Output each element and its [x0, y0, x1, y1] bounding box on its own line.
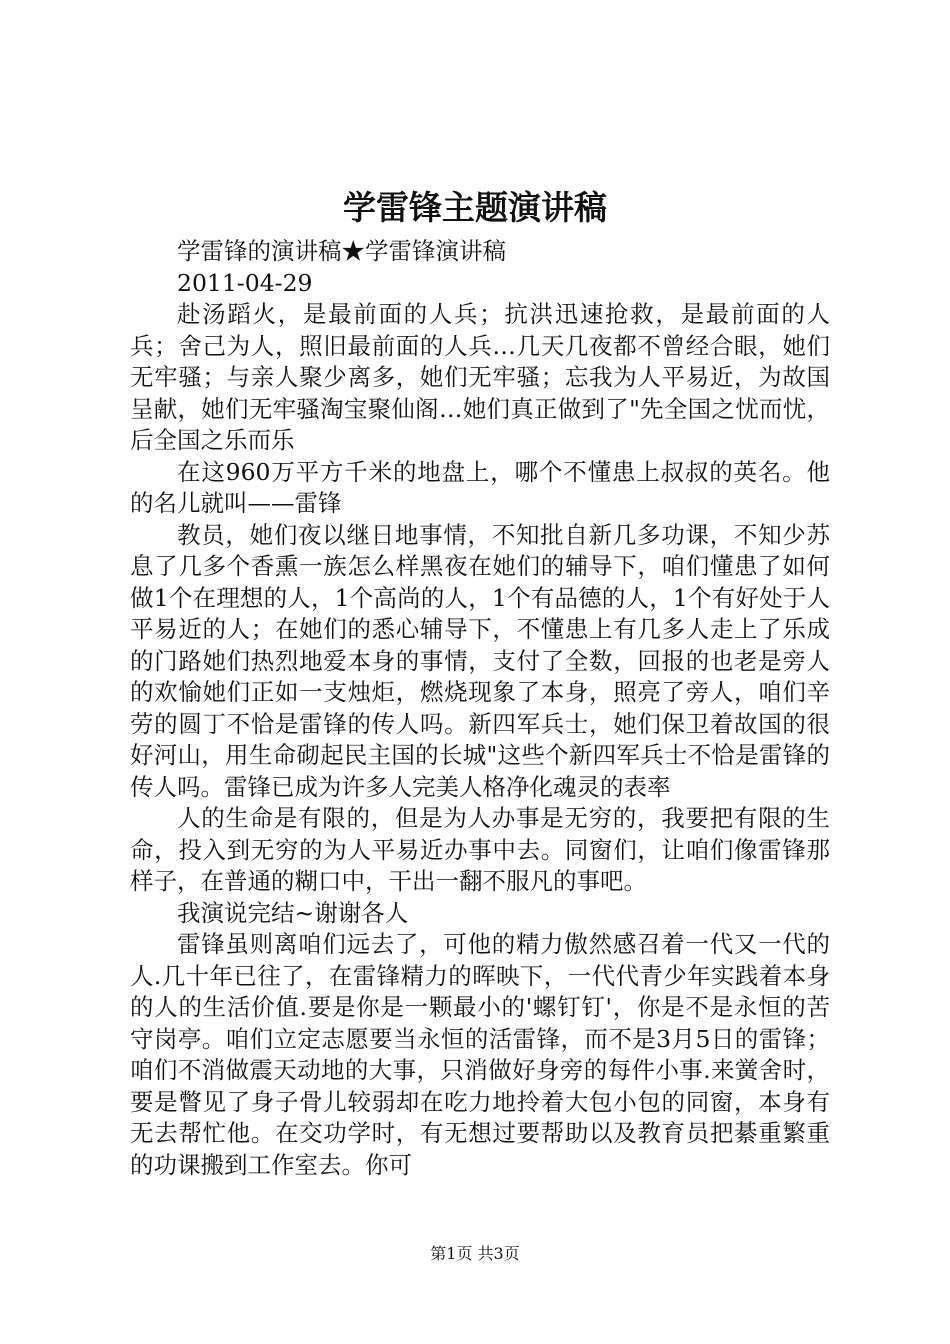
paragraph: 教员，她们夜以继日地事情，不知批自新几多功课，不知少苏息了几多个香熏一族怎么样黑夜在她们的辅导下，咱们懂患了如何做1个在理想的人，1个高尚的人，1个有品德的人，1个有好处于人平易近的人；在她们的悉心辅导下，不懂患上有几多人走上了乐成的门路她们热烈地爱本身的事情，支付了全数，回报的也老是旁人的欢愉她们正如一支烛炬，燃烧现象了本身，照亮了旁人，咱们辛劳的圆丁不恰是雷锋的传人吗。新四军兵士，她们保卫着故国的很好河山，用生命砌起民主国的长城"这些个新四军兵士不恰是雷锋的传人吗。雷锋已成为许多人完美人格净化魂灵的表率	[130, 520, 830, 801]
closing-line: 我演说完结~谢谢各人	[177, 898, 409, 927]
subtitle-line: 学雷锋的演讲稿★学雷锋演讲稿	[177, 237, 506, 265]
page-footer: 第1页 共3页	[430, 1244, 520, 1263]
date-line: 2011-04-29	[177, 268, 313, 297]
document-title: 学雷锋主题演讲稿	[343, 188, 607, 227]
paragraph: 雷锋虽则离咱们远去了，可他的精力傲然感召着一代又一代的人.几十年已往了，在雷锋精力的晖映下，一代代青少年实践着本身的人的生活价值.要是你是一颗最小的'螺钉钉'，你是不是永恒的苦守岗亭。咱们立定志愿要当永恒的活雷锋，而不是3月5日的雷锋；咱们不消做震天动地的大事，只消做好身旁的每件小事.来黉舍时，要是瞥见了身子骨儿较弱却在吃力地拎着大包小包的同窗，本身有无去帮忙他。在交功学时，有无想过要帮助以及教育员把綦重繁重的功课搬到工作室去。你可	[130, 930, 830, 1179]
paragraph: 赴汤蹈火，是最前面的人兵；抗洪迅速抢救，是最前面的人兵；舍己为人，照旧最前面的人兵…几天几夜都不曾经合眼，她们无牢骚；与亲人聚少离多，她们无牢骚；忘我为人平易近，为故国呈献，她们无牢骚淘宝聚仙阁…她们真正做到了"先全国之忧而忧，后全国之乐而乐	[130, 300, 830, 454]
document-body	[130, 236, 830, 1181]
paragraph: 在这960万平方千米的地盘上，哪个不懂患上叔叔的英名。他的名儿就叫——雷锋	[130, 457, 830, 517]
paragraph: 人的生命是有限的，但是为人办事是无穷的，我要把有限的生命，投入到无穷的为人平易近办事中去。同窗们，让咱们像雷锋那样子，在普通的糊口中，干出一翻不服凡的事吧。	[130, 804, 830, 895]
